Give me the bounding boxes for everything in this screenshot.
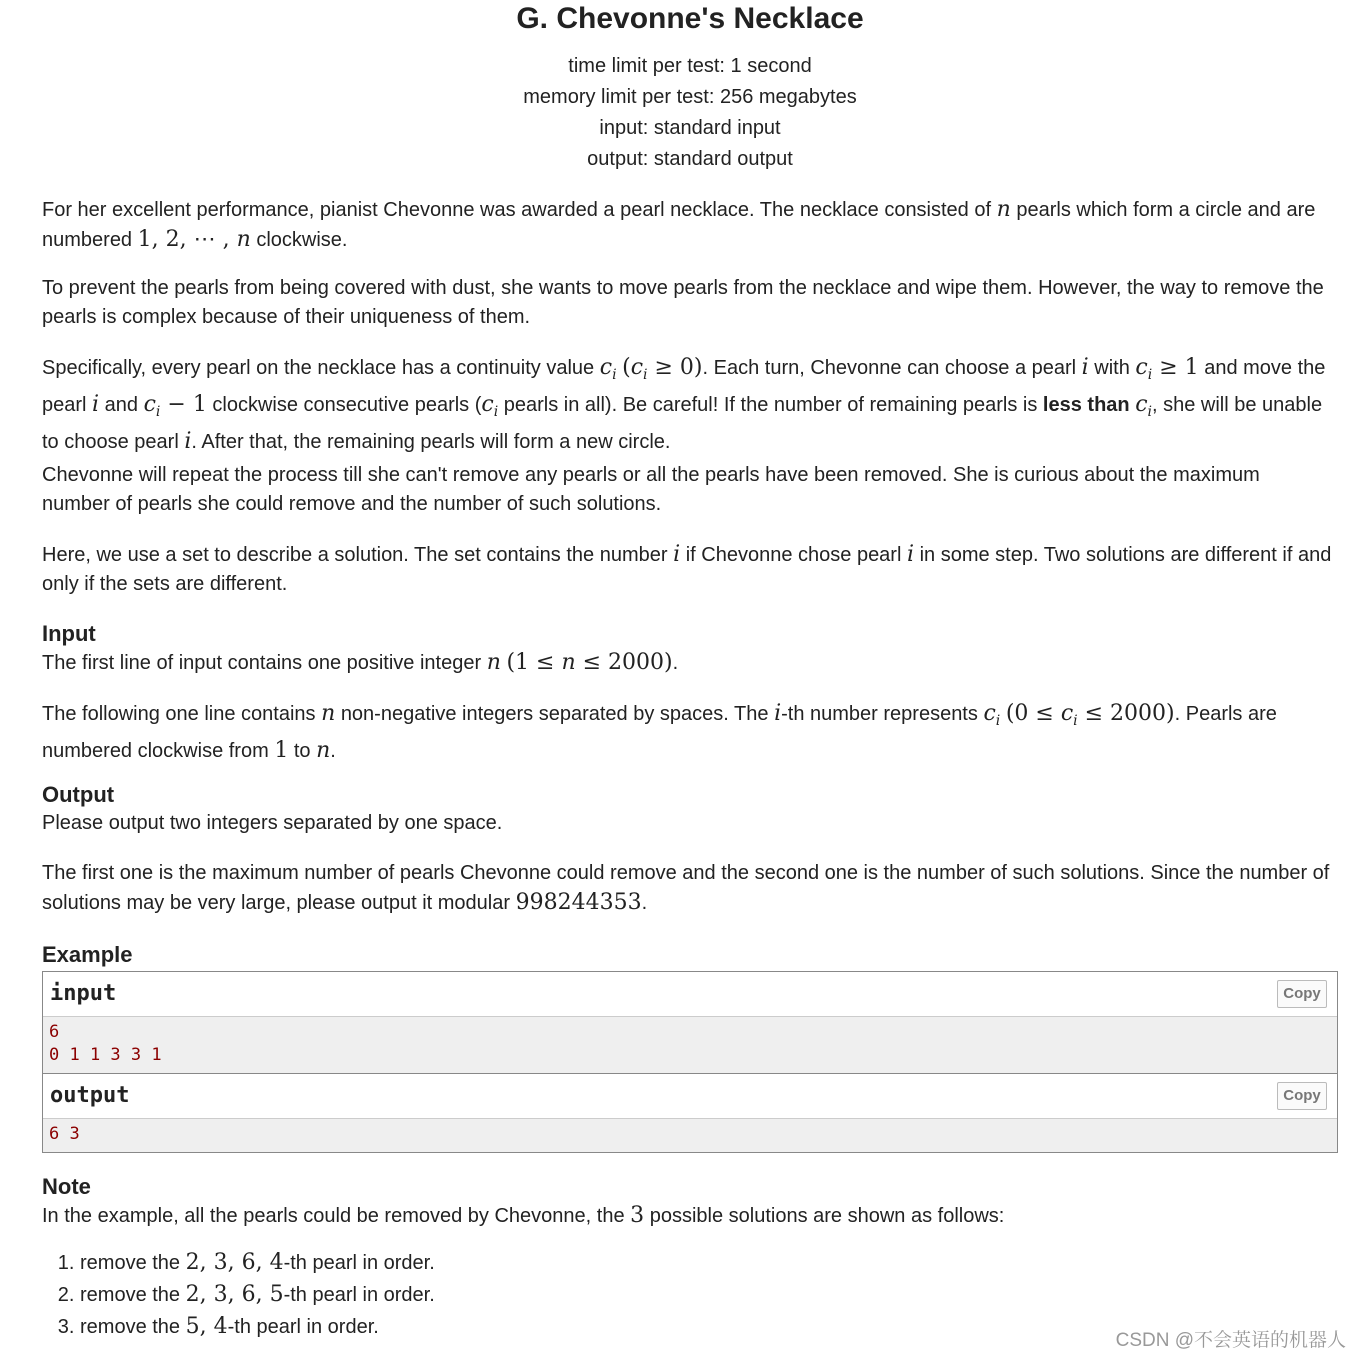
statement-paragraph-3: Specifically, every pearl on the necklace has a continuity value $c_i$ $(c_i \ge 0)$. Each turn, Chevonne can choose a pearl i with $c_i \ge 1$ and move the pearl i and $c_i - 1$ clockwise consecutive pearls ($c_i$ pearls in all). Be careful! If the number of remaining pearls is less than $c_i$, she will be unable to choose pearl i. After that, the remaining pearls will form a new circle. bbox=[42, 355, 1326, 454]
problem-header bbox=[0, 0, 1362, 175]
copy-input-button[interactable]: Copy bbox=[1277, 980, 1327, 1008]
problem-limits bbox=[0, 51, 1362, 175]
example-input-header bbox=[43, 972, 1337, 1017]
example-title: Example bbox=[42, 942, 133, 967]
input-section: Input The first line of input contains one positive integer n (1 ≤ n ≤ 2000). The following one line contains n non-negative integers separated by spaces. The i-th number represents $c_i$ $(0 \le c_i \le 2000)$. Pearls are numbered clockwise from 1 to n. bbox=[42, 620, 1332, 766]
note-section: Note In the example, all the pearls could be removed by Chevonne, the 3 possible solutions are shown as follows: 1. remove the 2, 3, 6, 4-th pearl in order. 2. remove the 2, 3, 6, 5-th pearl in order. 3. remove the 5, 4-th pearl in order. bbox=[42, 1173, 1332, 1343]
list-item: 1. remove the 2, 3, 6, 4-th pearl in order. bbox=[80, 1247, 1332, 1279]
output-section: Output Please output two integers separated by one space. The first one is the maximum number of pearls Chevonne could remove and the second one is the number of such solutions. Since the number of solutions may be very large, please output it modular 998244353. bbox=[42, 781, 1332, 918]
statement-paragraph-2: To prevent the pearls from being covered with dust, she wants to move pearls from the necklace and wipe them. However, the way to remove the pearls is complex because of their uniqueness of them. bbox=[42, 277, 1324, 328]
time-limit: time limit per test: 1 second bbox=[568, 55, 812, 77]
example-input-label: input bbox=[50, 981, 117, 1006]
statement-paragraph-5: Here, we use a set to describe a solution. The set contains the number i if Chevonne chose pearl i in some step. Two solutions are different if and only if the sets are different. bbox=[42, 542, 1332, 595]
memory-limit: memory limit per test: 256 megabytes bbox=[523, 86, 857, 108]
example-output-header bbox=[43, 1074, 1337, 1119]
statement-paragraph-1: For her excellent performance, pianist Chevonne was awarded a pearl necklace. The necklace consisted of n pearls which form a circle and are numbered 1, 2, ⋯ , n clockwise. bbox=[42, 197, 1316, 252]
statement-paragraph-4: Chevonne will repeat the process till she can't remove any pearls or all the pearls have been removed. She is curious about the maximum number of pearls she could remove and the number of such solutions. bbox=[42, 464, 1260, 515]
watermark: CSDN @不会英语的机器人 bbox=[1115, 1330, 1346, 1351]
note-section-title: Note bbox=[42, 1174, 91, 1199]
list-item: 2. remove the 2, 3, 6, 5-th pearl in order. bbox=[80, 1279, 1332, 1311]
example-output-content: 6 3 bbox=[43, 1119, 1337, 1152]
copy-output-button[interactable]: Copy bbox=[1277, 1082, 1327, 1110]
list-item: 3. remove the 5, 4-th pearl in order. bbox=[80, 1311, 1332, 1343]
example-input-content: 6 0 1 1 3 3 1 bbox=[43, 1017, 1337, 1074]
input-section-title: Input bbox=[42, 621, 96, 646]
example-output-label: output bbox=[50, 1083, 130, 1108]
input-type: input: standard input bbox=[599, 117, 781, 139]
example-box bbox=[42, 971, 1338, 1153]
page-title: G. Chevonne's Necklace bbox=[516, 2, 864, 35]
output-type: output: standard output bbox=[587, 148, 793, 170]
output-section-title: Output bbox=[42, 782, 115, 807]
